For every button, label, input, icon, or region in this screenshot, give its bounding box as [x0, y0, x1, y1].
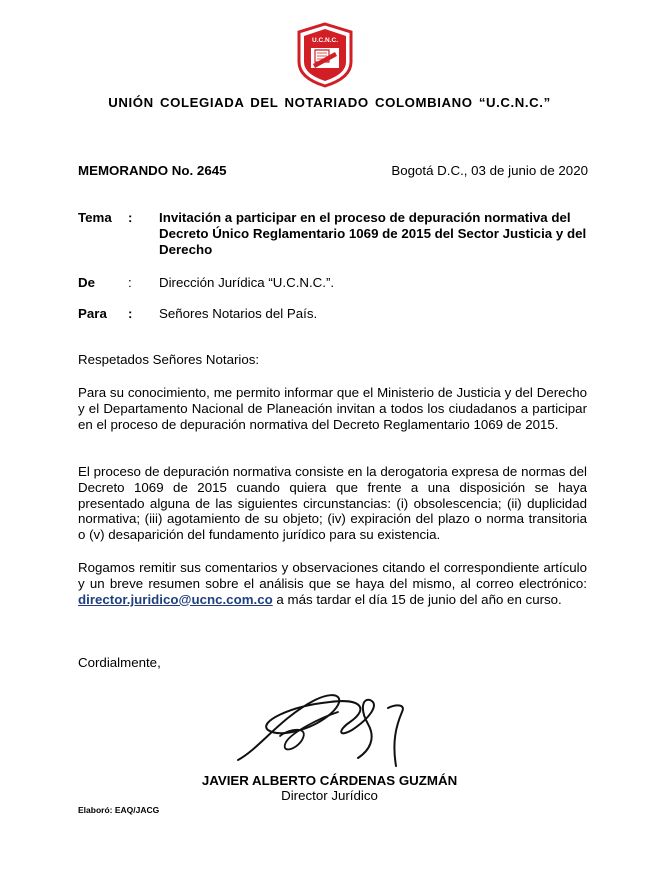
paragraph-3-text: Rogamos remitir sus comentarios y observaciones citando el correspondiente artículo y un breve resumen sobre el análisis que se haya del mismo, al correo electrónico:: [78, 560, 587, 591]
ucnc-logo: [295, 22, 355, 88]
prepared-by: Elaboró: EAQ/JACG: [78, 805, 160, 815]
memo-number: MEMORANDO No. 2645: [78, 163, 227, 178]
signatory-title: Director Jurídico: [281, 788, 378, 803]
signatory-name: JAVIER ALBERTO CÁRDENAS GUZMÁN: [201, 773, 458, 788]
para-colon: :: [128, 306, 133, 321]
paragraph-1: Para su conocimiento, me permito informar que el Ministerio de Justicia y del Derecho y el Departamento Nacional de Planeación invitan a todos los ciudadanos a participar en el proceso de depuración normativa del Decreto Reglamentario 1069 de 2015.: [78, 385, 587, 432]
organization-title: UNIÓN COLEGIADA DEL NOTARIADO COLOMBIANO “U.C.N.C.”: [108, 95, 551, 110]
de-colon: :: [128, 275, 132, 290]
tema-colon: :: [128, 210, 133, 225]
para-label: Para: [78, 306, 107, 321]
tema-label: Tema: [78, 210, 112, 225]
paragraph-3-end: a más tardar el día 15 de junio del año en curso.: [272, 591, 562, 607]
para-value: Señores Notarios del País.: [159, 306, 318, 321]
email-link[interactable]: director.juridico@ucnc.com.co: [78, 591, 273, 607]
memo-date: Bogotá D.C., 03 de junio de 2020: [391, 163, 588, 178]
de-value: Dirección Jurídica “U.C.N.C.”.: [159, 275, 335, 290]
closing: Cordialmente,: [78, 655, 161, 670]
handwritten-signature: [220, 678, 420, 778]
de-label: De: [78, 275, 95, 290]
greeting: Respetados Señores Notarios:: [78, 352, 260, 367]
svg-text:U.C.N.C.: U.C.N.C.: [312, 37, 338, 44]
paragraph-2: El proceso de depuración normativa consiste en la derogatoria expresa de normas del Decreto 1069 de 2015 cuando quiera que frente a una disposición se haya presentado alguna de las siguientes circunstancias: (i) obsolescencia; (ii) duplicidad normativa; (iii) agotamiento de su objeto; (iv) expiración del plazo o norma transitoria o (v) desaparición del fundamento jurídico para su existencia.: [78, 464, 587, 543]
tema-value: Invitación a participar en el proceso de depuración normativa del Decreto Único Reglamentario 1069 de 2015 del Sector Justicia y del Derecho: [159, 210, 587, 257]
paragraph-3: [78, 560, 587, 607]
